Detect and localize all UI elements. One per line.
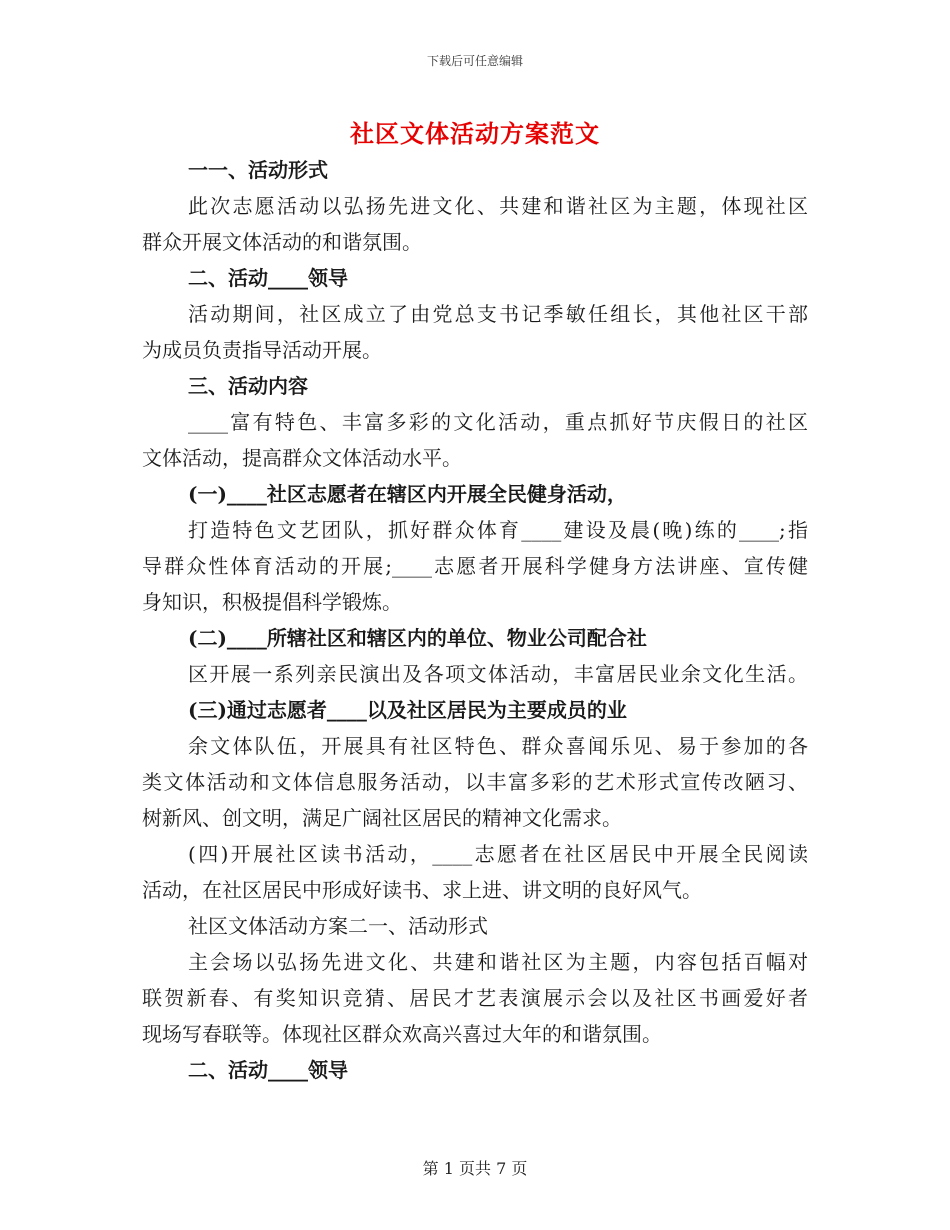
paragraph-line: ____富有特色、丰富多彩的文化活动，重点抓好节庆假日的社区 [188, 410, 808, 434]
paragraph-line: 区开展一系列亲民演出及各项文体活动，丰富居民业余文化生活。 [188, 662, 808, 686]
paragraph-line: 树新风、创文明，满足广阔社区居民的精神文化需求。 [142, 806, 622, 830]
paragraph-line: 类文体活动和文体信息服务活动，以丰富多彩的艺术形式宣传改陋习、 [142, 770, 808, 794]
paragraph-line: 联贺新春、有奖知识竞猜、居民才艺表演展示会以及社区书画爱好者 [142, 986, 808, 1010]
paragraph-line: 活动，在社区居民中形成好读书、求上进、讲文明的良好风气。 [142, 878, 702, 902]
section-heading: 二、活动____领导 [188, 1058, 348, 1082]
section-heading: 三、活动内容 [188, 374, 308, 398]
page-number-footer: 第 1 页共 7 页 [422, 1159, 528, 1178]
paragraph-line: 余文体队伍，开展具有社区特色、群众喜闻乐见、易于参加的各 [188, 734, 808, 758]
paragraph-line: 主会场以弘扬先进文化、共建和谐社区为主题，内容包括百幅对 [188, 950, 808, 974]
paragraph-line: 现场写春联等。体现社区群众欢高兴喜过大年的和谐氛围。 [142, 1022, 662, 1046]
paragraph-line: 社区文体活动方案二一、活动形式 [188, 914, 488, 938]
section-heading: (二)____所辖社区和辖区内的单位、物业公司配合社 [188, 626, 647, 650]
section-heading: (三)通过志愿者____以及社区居民为主要成员的业 [188, 698, 627, 722]
paragraph-line: 身知识，积极提倡科学锻炼。 [142, 590, 402, 614]
document-title: 社区文体活动方案范文 [350, 119, 600, 148]
paragraph-line: 群众开展文体活动的和谐氛围。 [142, 230, 422, 254]
document-body [142, 152, 808, 1088]
paragraph-line: 此次志愿活动以弘扬先进文化、共建和谐社区为主题，体现社区 [188, 194, 808, 218]
header-note: 下载后可任意编辑 [426, 54, 523, 68]
paragraph-line: (四)开展社区读书活动，____志愿者在社区居民中开展全民阅读 [188, 842, 808, 866]
paragraph-line: 为成员负责指导活动开展。 [142, 338, 382, 362]
paragraph-line: 打造特色文艺团队，抓好群众体育____建设及晨(晚)练的____;指 [188, 518, 808, 542]
paragraph-line: 活动期间，社区成立了由党总支书记季敏任组长，其他社区干部 [188, 302, 808, 326]
paragraph-line: 导群众性体育活动的开展;____志愿者开展科学健身方法讲座、宣传健 [142, 554, 808, 578]
section-heading: 二、活动____领导 [188, 266, 348, 290]
paragraph-line: 文体活动，提高群众文体活动水平。 [142, 446, 462, 470]
section-heading: 一一、活动形式 [188, 158, 328, 182]
section-heading: (一)____社区志愿者在辖区内开展全民健身活动， [188, 482, 627, 506]
